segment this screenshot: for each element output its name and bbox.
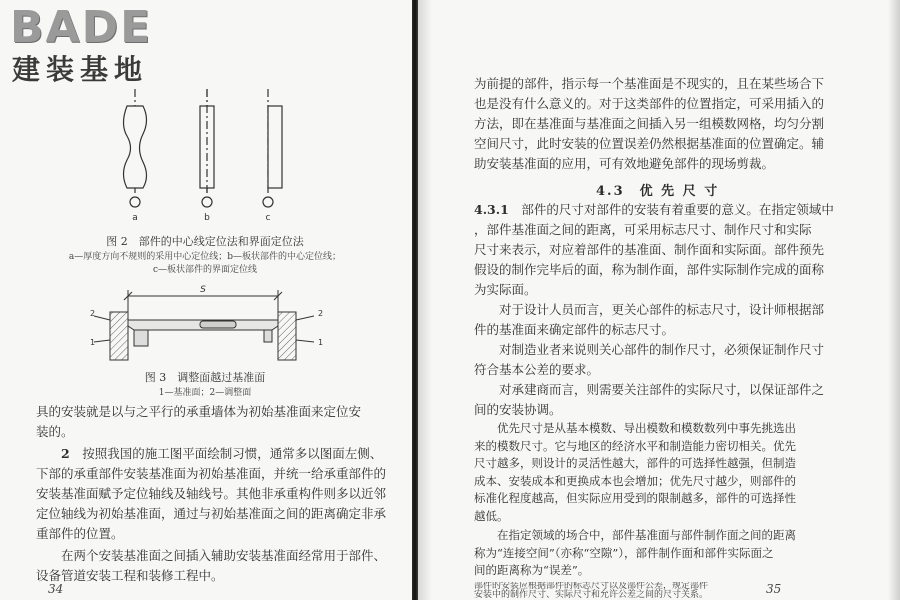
page-number-right: 35 (766, 582, 782, 596)
text-line: 安装中的制作尺寸、实际尺寸和允许公差之间的尺寸关系。 (474, 590, 709, 600)
right-page (418, 0, 900, 600)
text-line: 方法，即在基准面与基准面之间插入另一组模数网格，均匀分割 (474, 116, 825, 131)
text-line: 尺寸越多，则设计的灵活性越大，部件的可选择性越强，但制造 (474, 456, 796, 470)
text-line: 在两个安装基准面之间插入辅助安装基准面经常用于部件、 (61, 548, 387, 563)
section-title: 4.3 优 先 尺 寸 (596, 184, 720, 199)
left-para-3-line2 (36, 566, 386, 586)
figure-2-label-a: a (132, 213, 138, 223)
bade-watermark-logo (10, 4, 180, 90)
section-4-3-1 (474, 200, 854, 300)
text-line (474, 200, 854, 220)
text-line: 优先尺寸是从基本模数、导出模数和模数数列中事先挑选出 (497, 421, 796, 435)
figure-2-diagram (100, 84, 310, 224)
figure-3-callout-left-bottom: 1 (90, 338, 96, 347)
left-page-last-line (36, 586, 37, 587)
figure-3-diagram (88, 280, 328, 362)
section-number: 4.3.1 (474, 202, 509, 217)
item-number: 2 (61, 446, 70, 461)
text-line: 成本、安装成本和更换成本也会增加；优先尺寸越少，则部件的 (474, 473, 796, 488)
text-line: 部件的安装应根据部件的标志尺寸以及部件公差，规定部件 (474, 582, 709, 591)
text-line: 也是没有什么意义的。对于这类部件的位置指定，可采用插入的 (474, 96, 825, 111)
text-line: 称为“连接空间”（亦称“空隙”），部件制作面和部件实际面之 (474, 545, 774, 560)
right-page-tail (474, 582, 734, 600)
text-line: 间的距离称为“误差”。 (474, 563, 590, 577)
text-line: 定位轴线为初始基准面，通过与初始基准面之间的距离确定非承 (36, 506, 387, 521)
para-connection-space (474, 527, 854, 580)
text-line: 间的安装协调。 (474, 402, 562, 417)
text-line: 装的。 (36, 424, 74, 439)
left-para-3 (36, 546, 386, 566)
text-line: 为实际面。 (474, 282, 537, 297)
figure-3-callout-left-top: 2 (90, 309, 96, 318)
text-line: 来的模数尺寸。它与地区的经济水平和制造能力密切相关。优先 (474, 438, 796, 453)
text-line: 越低。 (474, 508, 509, 523)
page-edge (888, 0, 900, 600)
right-para-1 (474, 74, 854, 174)
figure-2-label-c: c (265, 213, 271, 223)
para-builder (474, 380, 854, 420)
gutter-shadow (418, 0, 432, 600)
figure-3-subcaption: 1—基准面；2—调整面 (158, 388, 252, 398)
figure-2-subcaption-2: c—板状部件的界面定位线 (152, 265, 258, 275)
figure-2-caption: 图 2 部件的中心线定位法和界面定位法 (106, 235, 304, 248)
left-para-1 (36, 402, 386, 442)
text-line: 对承建商而言，则需要关注部件的实际尺寸，以保证部件之 (499, 382, 825, 397)
para-maker (474, 340, 854, 380)
para-preferred-size (474, 420, 854, 525)
text-line: 空间尺寸，此时安装的位置误差仍然根据基准面的位置确定。辅 (474, 136, 825, 151)
figure-2-subcaption-1: a—厚度方向不规则的采用中心定位线；b—板状部件的中心定位线； (68, 252, 342, 262)
logo-text-cn: 建装基地 (12, 53, 149, 86)
text-line: 具的安装就是以与之平行的承重墙体为初始基准面来定位安 (36, 404, 362, 419)
figure-2-label-b: b (204, 213, 210, 223)
text-line: 重部件的位置。 (36, 526, 124, 541)
text-line: 在指定领域的场合中，部件基准面与部件制作面之间的距离 (497, 528, 796, 542)
text-span: 按照我国的施工图平面绘制习惯，通常多以图面左侧、 (82, 446, 383, 461)
left-para-2 (36, 444, 386, 544)
page-number-left: 34 (48, 582, 64, 596)
figure-3-callout-right-bottom: 1 (318, 338, 324, 347)
text-span: 部件的尺寸对部件的安装有着重要的意义。在指定领域中 (521, 202, 834, 217)
text-line: 安装基准面赋予定位轴线及轴线号。其他非承重构件则多以近邻 (36, 486, 387, 501)
text-line: 为前提的部件，指示每一个基准面是不现实的，且在某些场合下 (474, 76, 825, 91)
text-line: 标准化程度越高，但实际应用受到的限制越多，部件的可选择性 (474, 491, 796, 505)
para-designer (474, 300, 854, 340)
figure-3-callout-right-top: 2 (318, 309, 324, 318)
text-line: 符合基本公差的要求。 (474, 362, 600, 377)
text-line: 尺寸来表示，对应着部件的基准面、制作面和实际面。部件预先 (474, 242, 825, 257)
left-page (0, 0, 412, 600)
text-line: ，部件基准面之间的距离，可采用标志尺寸、制作尺寸和实际 (474, 222, 812, 237)
figure-3-dim-label: S (200, 285, 206, 295)
text-line: 设备管道安装工程和装修工程中。 (36, 568, 224, 583)
text-line (36, 444, 386, 464)
text-line: 下部的承重部件安装基准面为初始基准面，并统一给承重部件的 (36, 466, 387, 481)
text-line: 对于设计人员而言，更关心部件的标志尺寸，设计师根据部 (499, 302, 825, 317)
text-line: 件的基准面来确定部件的标志尺寸。 (474, 322, 675, 337)
text-line: 助安装基准面的应用，可有效地避免部件的现场剪裁。 (474, 156, 775, 171)
text-line: 对制造业者来说则关心部件的制作尺寸，必须保证制作尺寸 (499, 342, 825, 357)
logo-text-en: BADE (10, 2, 153, 53)
figure-3-caption: 图 3 调整面越过基准面 (144, 371, 266, 384)
text-line: 假设的制作完毕后的面，称为制作面，部件实际制作完成的面称 (474, 262, 825, 277)
